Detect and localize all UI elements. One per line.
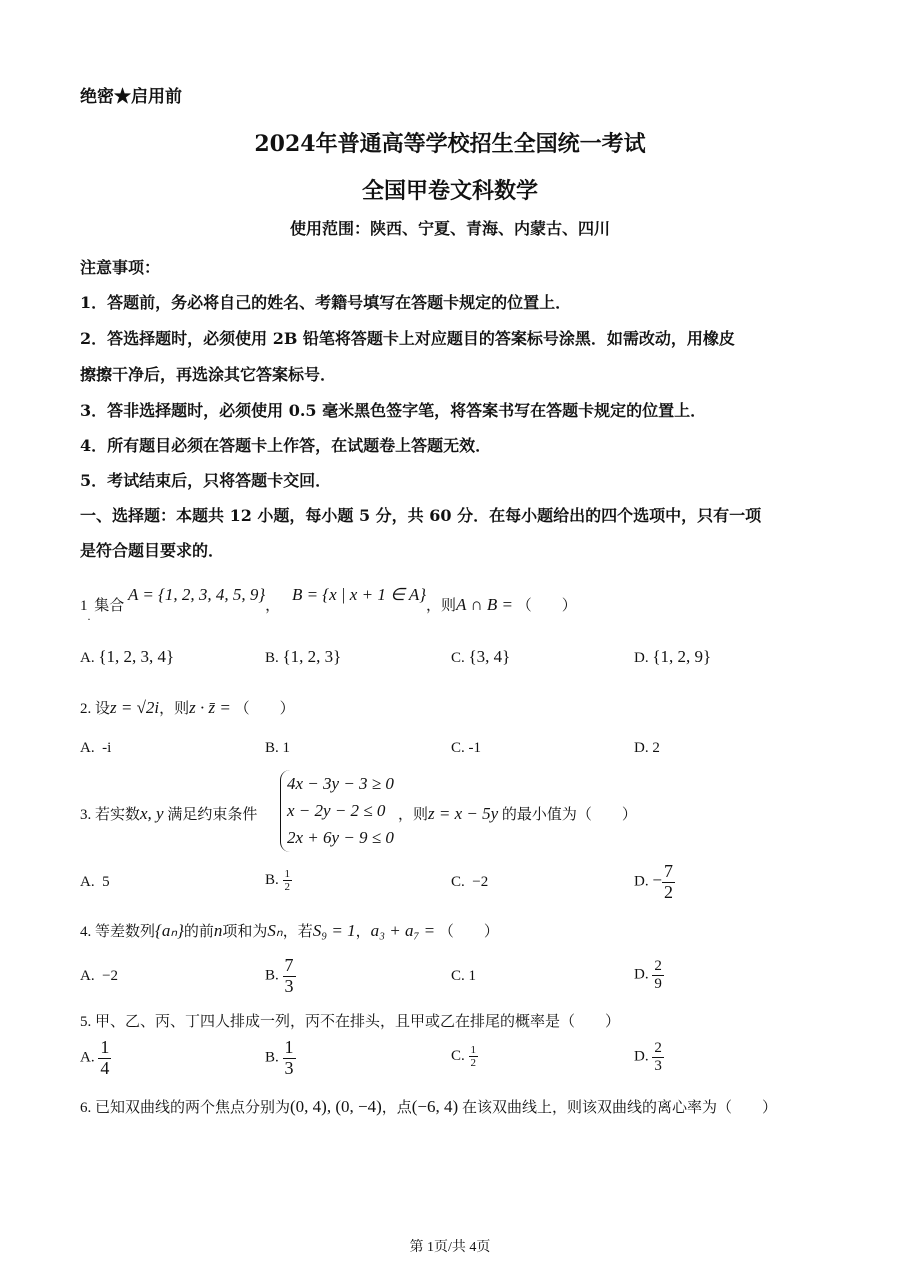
section-heading: 一、选择题：本题共 12 小题，每小题 5 分，共 60 分．在每小题给出的四个选项中，只有一项	[80, 506, 762, 525]
question-5: 5. 甲、乙、丙、丁四人排成一列，丙不在排头，且甲或乙在排尾的概率是（ ）	[80, 1014, 621, 1030]
question-number: 4. 等差数列	[80, 924, 156, 940]
option-value: -i	[102, 740, 112, 756]
fraction	[652, 1040, 664, 1074]
note-item: 擦擦干净后，再选涂其它答案标号．	[80, 365, 337, 384]
option-value: 2	[652, 740, 660, 756]
option-label: A.	[80, 968, 95, 984]
numerator: 2	[654, 1040, 662, 1056]
option-a	[80, 874, 110, 891]
option-value: {1, 2, 3}	[282, 647, 342, 666]
option-label: D.	[634, 740, 649, 756]
fraction	[98, 1038, 111, 1079]
option-value: −2	[102, 968, 119, 984]
option-value: 5	[102, 874, 110, 890]
constraint-2: x − 2y − 2 ≤ 0	[287, 801, 386, 820]
option-c	[451, 874, 488, 891]
option-label: A.	[80, 874, 95, 890]
question-number: 3. 若实数	[80, 807, 141, 823]
option-b	[265, 868, 292, 893]
numerator: 2	[654, 958, 662, 974]
expression: S₉ = 1	[312, 921, 356, 940]
option-label: B.	[265, 650, 279, 666]
question-text: ，	[355, 924, 371, 940]
question-text: 满足约束条件	[167, 807, 258, 823]
option-a	[80, 968, 118, 985]
option-label: A.	[80, 650, 95, 666]
option-d	[634, 1040, 664, 1074]
option-value: −2	[472, 874, 489, 890]
option-label: D.	[634, 966, 649, 983]
question-6	[80, 1096, 777, 1117]
question-text: ，则	[398, 807, 429, 823]
question-text: 6. 已知双曲线的两个焦点分别为	[80, 1100, 291, 1116]
note-item: 3．答非选择题时，必须使用 0.5 毫米黑色签字笔，将答案书写在答题卡规定的位置上．	[80, 401, 707, 420]
sequence: {aₙ}	[155, 921, 184, 940]
option-label: B.	[265, 740, 279, 756]
answer-paren: （ ）	[234, 701, 295, 717]
page-footer: 第 1页/共 4页	[409, 1240, 491, 1255]
variable: n	[213, 921, 223, 940]
option-label: C.	[451, 968, 465, 984]
answer-paren: （ ）	[516, 598, 577, 614]
option-label: B.	[265, 1049, 279, 1066]
fraction	[662, 862, 675, 903]
option-value: 1	[468, 968, 477, 984]
question-text: 的前	[183, 924, 214, 940]
option-label: C.	[451, 1048, 465, 1065]
question-text: 的最小值为（ ）	[501, 807, 637, 823]
option-b	[265, 740, 290, 757]
option-value: -1	[468, 740, 482, 756]
option-d	[634, 862, 675, 903]
numerator: 1	[100, 1037, 110, 1057]
set-a: A = {1, 2, 3, 4, 5, 9}	[128, 585, 266, 604]
exam-subtitle: 全国甲卷文科数学	[361, 178, 538, 204]
option-value: {3, 4}	[468, 647, 511, 666]
expression: Sₙ	[267, 921, 283, 940]
option-label: B.	[265, 872, 279, 889]
note-item: 4．所有题目必须在答题卡上作答，在试题卷上答题无效．	[80, 436, 492, 455]
option-label: D.	[634, 1048, 649, 1065]
option-label: A.	[80, 1049, 95, 1066]
notes-heading: 注意事项：	[80, 258, 161, 277]
option-label: B.	[265, 967, 279, 984]
expression: a₃ + a₇ =	[370, 921, 436, 940]
question-text: ，则	[159, 701, 190, 717]
expression: z = √2i	[110, 698, 160, 717]
expression: A ∩ B =	[456, 595, 513, 614]
question-3-tail	[398, 803, 637, 824]
question-text: 在该双曲线上，则该双曲线的离心率为（ ）	[461, 1100, 777, 1116]
note-item: 2．答选择题时，必须使用 2B 铅笔将答题卡上对应题目的答案标号涂黑．如需改动，用橡皮	[80, 329, 735, 348]
constraint-1: 4x − 3y − 3 ≥ 0	[287, 774, 394, 793]
denominator: 3	[284, 975, 294, 996]
exam-title: 2024年普通高等学校招生全国统一考试	[254, 131, 646, 157]
denominator: 2	[470, 1057, 477, 1070]
denominator: 4	[100, 1057, 110, 1078]
constraint-3: 2x + 6y − 9 ≤ 0	[287, 828, 394, 847]
option-d	[634, 958, 664, 992]
numerator: 1	[284, 868, 291, 880]
option-c	[451, 968, 476, 985]
foci-coordinates: (0, 4), (0, −4)	[290, 1097, 382, 1116]
option-label: D.	[634, 873, 649, 890]
comma: ，	[265, 598, 281, 614]
question-1	[80, 585, 577, 623]
option-b	[265, 647, 341, 667]
sign: −	[652, 870, 662, 890]
usage-scope: 使用范围：陕西、宁夏、青海、内蒙古、四川	[289, 219, 610, 238]
question-4	[80, 920, 499, 941]
question-dot: .	[87, 609, 91, 623]
option-label: C.	[451, 650, 465, 666]
numerator: 7	[284, 955, 294, 975]
question-number: 2. 设	[80, 701, 111, 717]
option-d	[634, 647, 711, 667]
denominator: 2	[663, 881, 673, 902]
expression: z · z̄ =	[189, 698, 231, 717]
fraction	[283, 868, 293, 893]
confidential-mark: 绝密★启用前	[80, 87, 182, 107]
point-coordinates: (−6, 4)	[411, 1097, 459, 1116]
option-value: {1, 2, 3, 4}	[98, 647, 175, 666]
set-b: B = {x | x + 1 ∈ A}	[291, 585, 427, 604]
fraction	[469, 1044, 479, 1069]
question-number: 1	[80, 598, 88, 614]
variables: x, y	[140, 804, 164, 823]
question-2	[80, 697, 295, 718]
option-value: 1	[282, 740, 291, 756]
fraction	[283, 1038, 296, 1079]
option-label: D.	[634, 650, 649, 666]
denominator: 9	[654, 975, 662, 992]
question-text: 集合	[94, 598, 125, 614]
section-heading-cont: 是符合题目要求的．	[80, 541, 225, 560]
numerator: 1	[284, 1037, 294, 1057]
option-d	[634, 740, 660, 757]
numerator: 1	[470, 1044, 477, 1056]
question-text: ，则	[426, 598, 457, 614]
numerator: 7	[663, 861, 673, 881]
question-text: ，点	[381, 1100, 412, 1116]
note-item: 5．考试结束后，只将答题卡交回．	[80, 471, 332, 490]
option-c	[451, 1044, 478, 1069]
option-c	[451, 740, 481, 757]
denominator: 3	[284, 1057, 294, 1078]
question-text: 项和为	[222, 924, 268, 940]
option-label: C.	[451, 874, 465, 890]
answer-paren: （ ）	[438, 924, 499, 940]
option-label: C.	[451, 740, 465, 756]
option-b	[265, 1038, 296, 1079]
option-c	[451, 647, 510, 667]
option-value: {1, 2, 9}	[652, 647, 712, 666]
note-item: 1．答题前，务必将自己的姓名、考籍号填写在答题卡规定的位置上．	[80, 293, 572, 312]
denominator: 2	[284, 881, 291, 894]
option-a	[80, 1038, 111, 1079]
option-b	[265, 956, 296, 997]
option-a	[80, 647, 174, 667]
constraint-system	[280, 770, 394, 852]
fraction	[283, 956, 296, 997]
question-3	[80, 803, 257, 824]
fraction	[652, 958, 664, 992]
option-a	[80, 740, 111, 757]
question-text: ，若	[282, 924, 313, 940]
option-label: A.	[80, 740, 95, 756]
denominator: 3	[654, 1057, 662, 1074]
expression: z = x − 5y	[428, 804, 499, 823]
